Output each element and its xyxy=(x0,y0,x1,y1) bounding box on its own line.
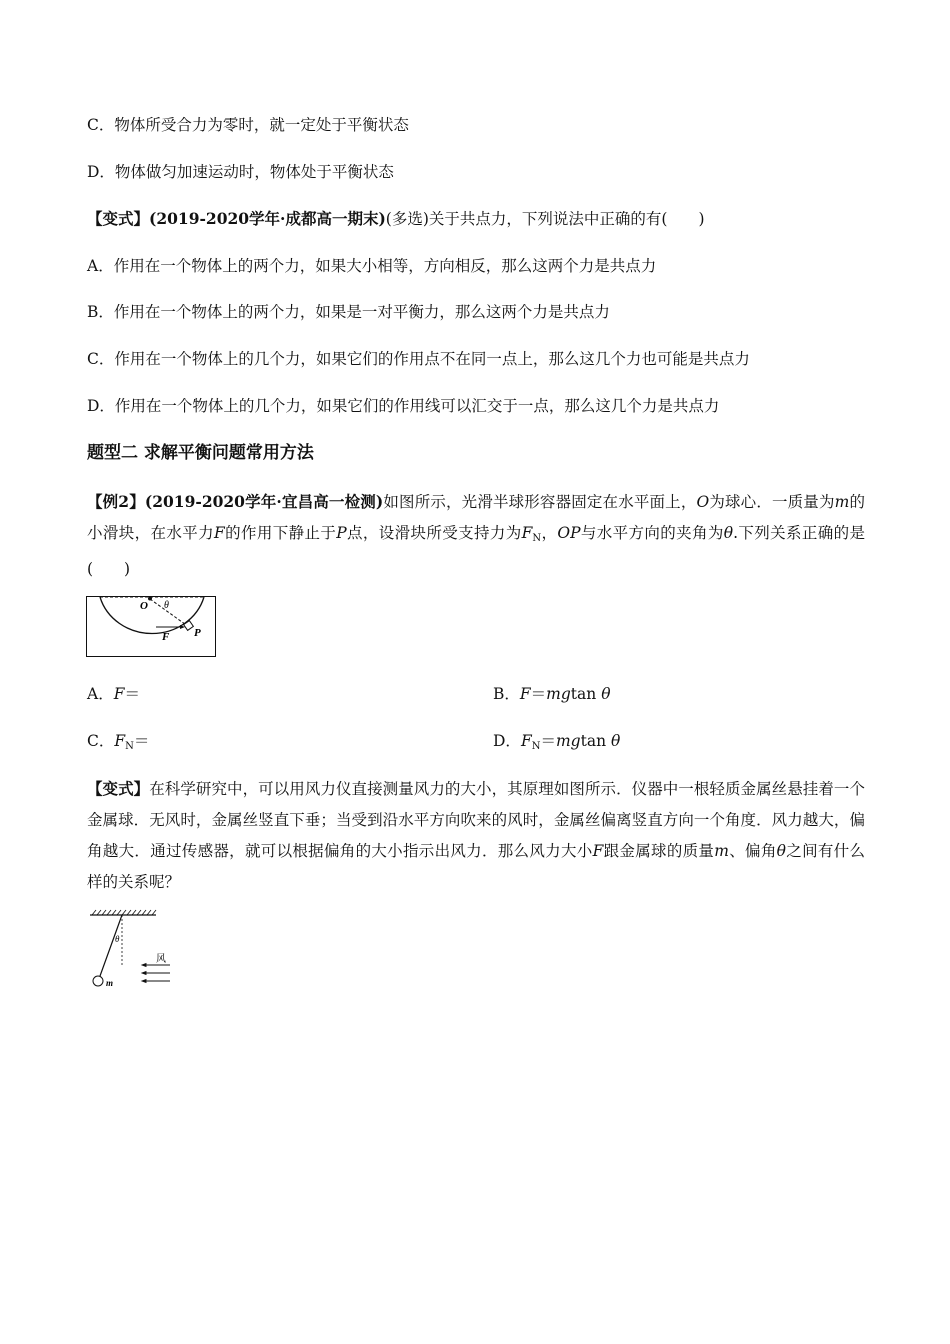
metal-ball xyxy=(93,976,103,986)
q1-option-d: D．物体做匀加速运动时，物体处于平衡状态 xyxy=(87,163,394,181)
option-c-rest: ＝ xyxy=(133,732,150,750)
variant1-stem xyxy=(87,209,705,229)
option-b-eq: ＝ xyxy=(530,685,547,703)
option-b-var: F xyxy=(519,685,531,703)
example2-tag: 【例2】 xyxy=(87,492,145,511)
option-d-label: D． xyxy=(493,732,521,750)
var-P: P xyxy=(336,524,347,542)
label-F: F xyxy=(162,631,170,643)
example2-text-2: 为球心．一质量为 xyxy=(709,493,835,511)
option-c-label: C． xyxy=(87,732,115,750)
example2-option-c xyxy=(87,731,149,757)
var-m: m xyxy=(834,493,850,511)
slider-block xyxy=(184,621,194,631)
option-d-var: F xyxy=(520,732,532,750)
example2-option-b xyxy=(493,684,611,704)
example2-option-d xyxy=(493,731,620,757)
option-d-tan: tan xyxy=(580,732,611,750)
option-b-mg: mg xyxy=(546,685,571,703)
example2-option-a xyxy=(87,684,140,704)
label-m: m xyxy=(106,978,114,988)
radius-OP xyxy=(150,599,189,627)
var-m-2: m xyxy=(714,842,729,860)
var-F-2: F xyxy=(592,842,604,860)
variant1-question: (多选)关于共点力，下列说法中正确的有( ) xyxy=(385,210,705,228)
var-theta-2: θ xyxy=(776,842,786,860)
hemisphere-figure xyxy=(86,596,218,658)
option-a-label: A． xyxy=(87,685,114,703)
option-d-theta: θ xyxy=(610,732,621,750)
example2-text-3: 的小滑块，在水平力 xyxy=(87,493,865,542)
ceiling-hatch xyxy=(92,910,156,915)
example2-text-5: 点，设滑块所受支持力为 xyxy=(346,524,522,542)
example2-source: (2019-2020学年·宜昌高一检测) xyxy=(144,492,384,511)
label-theta-2: θ xyxy=(115,934,120,944)
var-FN: F xyxy=(521,524,533,542)
variant1-source: (2019-2020学年·成都高一期末) xyxy=(149,209,386,228)
wind-arrows xyxy=(142,964,170,983)
example2-stem xyxy=(87,486,865,585)
option-a-rest: ＝ xyxy=(124,685,140,703)
variant1-option-a: A．作用在一个物体上的两个力，如果大小相等，方向相反，那么这两个力是共点力 xyxy=(87,257,657,275)
label-P: P xyxy=(194,627,201,639)
example2-text-8: .下列关系正确的是( ) xyxy=(87,524,865,578)
var-F: F xyxy=(213,524,225,542)
variant2-stem xyxy=(87,773,865,898)
var-FN-subscript: N xyxy=(532,533,542,544)
example2-text-6: ， xyxy=(541,524,558,542)
variant1-option-c: C．作用在一个物体上的几个力，如果它们的作用点不在同一点上，那么这几个力也可能是共点力 xyxy=(87,350,750,368)
option-b-tan: tan xyxy=(570,685,602,703)
q1-option-c: C．物体所受合力为零时，就一定处于平衡状态 xyxy=(87,116,409,134)
option-b-label: B． xyxy=(493,685,520,703)
example2-text-4: 的作用下静止于 xyxy=(224,524,337,542)
option-d-eq: ＝ xyxy=(540,732,556,750)
var-O: O xyxy=(696,493,710,511)
option-c-sub: N xyxy=(125,741,134,752)
metal-wire xyxy=(100,915,122,976)
wind-meter-figure xyxy=(88,909,174,993)
label-theta: θ xyxy=(164,600,169,611)
option-b-theta: θ xyxy=(601,685,611,703)
var-theta: θ xyxy=(723,524,734,542)
variant2-text-3: 、偏角 xyxy=(728,842,777,860)
variant2-text-4: 之间有什么样的关系呢？ xyxy=(87,842,865,891)
variant2-text-1: 在科学研究中，可以用风力仪直接测量风力的大小，其原理如图所示．仪器中一根轻质金属丝悬挂着一个金属球．无风时，金属丝竖直下垂；当受到沿水平方向吹来的风时，金属丝偏离竖直方向一个角度．风力越大，偏角越大．通过传感器，就可以根据偏角的大小指示出风力．那么风力大小 xyxy=(87,780,865,860)
option-c-var: F xyxy=(114,732,126,750)
example2-text-1: 如图所示，光滑半球形容器固定在水平面上， xyxy=(383,493,697,511)
example2-text-7: 与水平方向的夹角为 xyxy=(580,524,724,542)
option-a-var: F xyxy=(113,685,125,703)
option-d-sub: N xyxy=(531,741,541,752)
variant1-tag: 【变式】 xyxy=(87,209,150,228)
label-O: O xyxy=(140,600,148,612)
variant2-text-2: 跟金属球的质量 xyxy=(603,842,715,860)
section-heading: 题型二 求解平衡问题常用方法 xyxy=(87,443,314,463)
option-d-mg: mg xyxy=(555,732,581,750)
variant1-option-b: B．作用在一个物体上的两个力，如果是一对平衡力，那么这两个力是共点力 xyxy=(87,303,610,321)
label-wind: 风 xyxy=(156,954,166,965)
variant1-option-d: D．作用在一个物体上的几个力，如果它们的作用线可以汇交于一点，那么这几个力是共点力 xyxy=(87,397,720,415)
variant2-tag: 【变式】 xyxy=(87,779,150,798)
var-OP: OP xyxy=(557,524,581,542)
